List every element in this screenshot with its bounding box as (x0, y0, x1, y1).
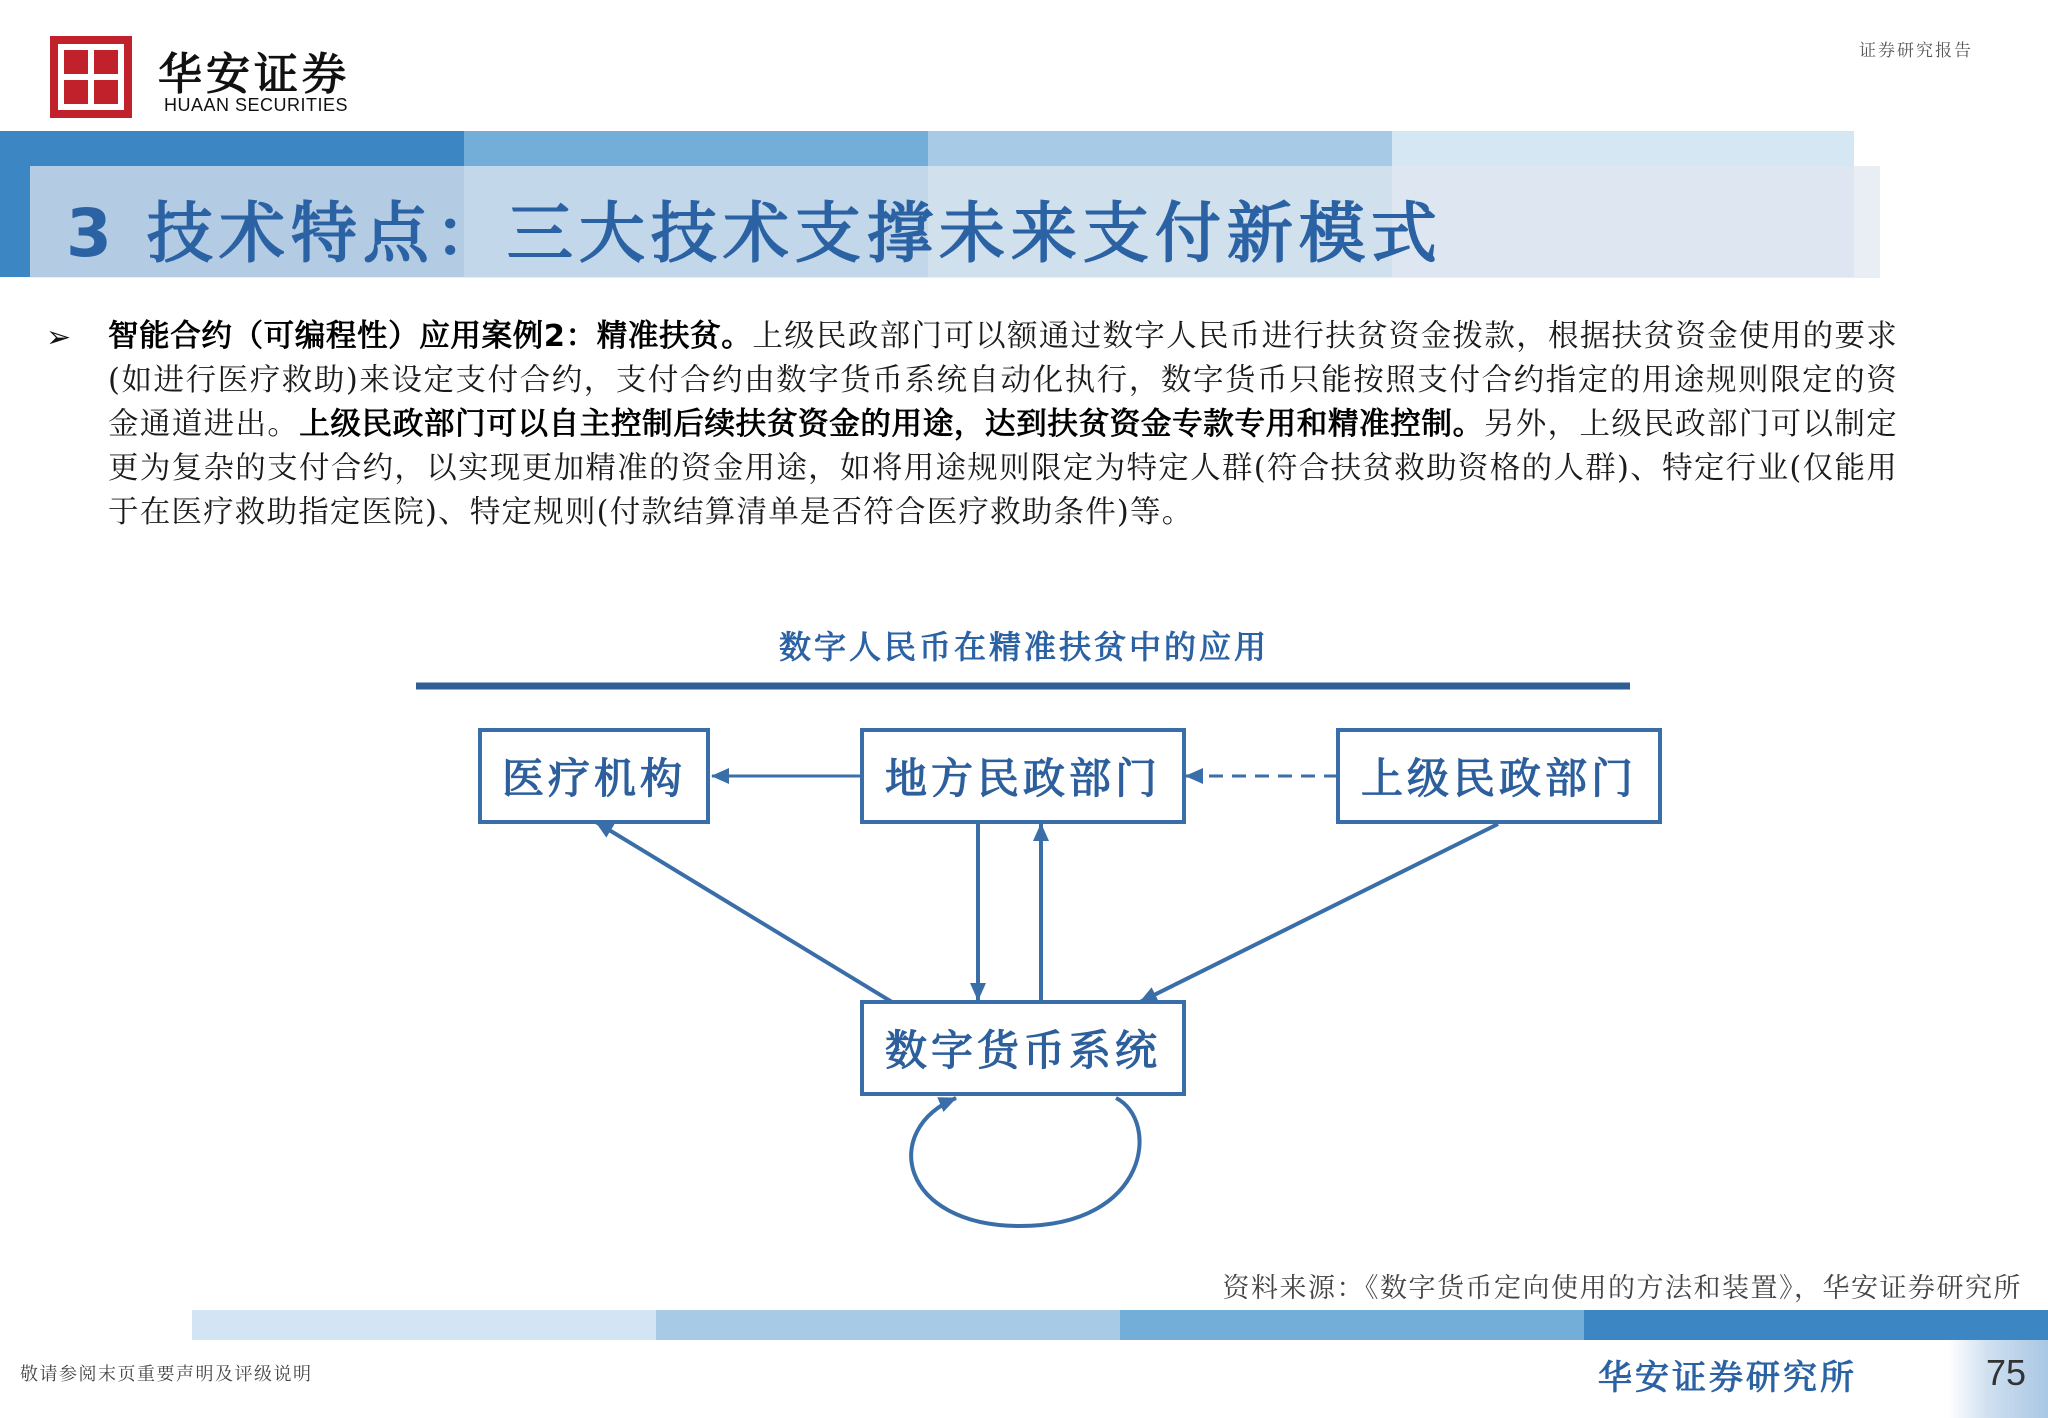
arrow-upper-to-system (1140, 824, 1498, 1002)
paragraph-segment: 上级民政部门可以额通过数字人民币进行扶贫资金拨款，根据扶贫资金使用的要求(如进行医疗救助)来设定支付合约，支付合约由数字货币系统自动化执行，数字货币只能按照支付合约指定的用途规则限定的资金通道进出。 (108, 319, 1898, 442)
page-number: 75 (1985, 1352, 2026, 1393)
node-local-civil-affairs: 地方民政部门 (860, 728, 1186, 824)
brand-name-cn: 华安证券 (158, 49, 350, 100)
footer-band-1 (192, 1310, 656, 1340)
paragraph-segment: 另外，上级民政部门可以制定更为复杂的支付合约，以实现更加精准的资金用途，如将用途规则限定为特定人群(符合扶贫救助资格的人群)、特定行业(仅能用于在医疗救助指定医院)、特定规则(付款结算清单是否符合医疗救助条件)等。 (108, 407, 1899, 530)
node-medical-institution: 医疗机构 (478, 728, 710, 824)
node-digital-currency-system: 数字货币系统 (860, 1000, 1186, 1096)
arrow-system-self-loop (911, 1098, 1139, 1226)
footer-disclaimer: 敬请参阅末页重要声明及评级说明 (20, 1364, 313, 1385)
footer-band-3 (1120, 1310, 1584, 1340)
diagram-title: 数字人民币在精准扶贫中的应用 (778, 628, 1269, 666)
paragraph-segment-bold: 智能合约（可编程性）应用案例2：精准扶贫。 (108, 319, 753, 354)
footer-band-4 (1584, 1310, 2048, 1340)
node-upper-civil-affairs: 上级民政部门 (1336, 728, 1662, 824)
footer-band-2 (656, 1310, 1120, 1340)
bullet-arrow-icon: ➢ (46, 320, 72, 355)
arrow-system-to-medical (596, 822, 892, 1002)
page-title: 3 技术特点：三大技术支撑未来支付新模式 (66, 195, 1443, 272)
report-type-label: 证券研究报告 (1859, 41, 1973, 61)
source-note: 资料来源：《数字货币定向使用的方法和装置》，华安证券研究所 (1222, 1273, 2022, 1304)
paragraph-segment-bold: 上级民政部门可以自主控制后续扶贫资金的用途，达到扶贫资金专款专用和精准控制。 (299, 407, 1484, 442)
brand-name-en: HUAAN SECURITIES (164, 95, 349, 115)
footer-org-name: 华安证券研究所 (1598, 1358, 1857, 1398)
